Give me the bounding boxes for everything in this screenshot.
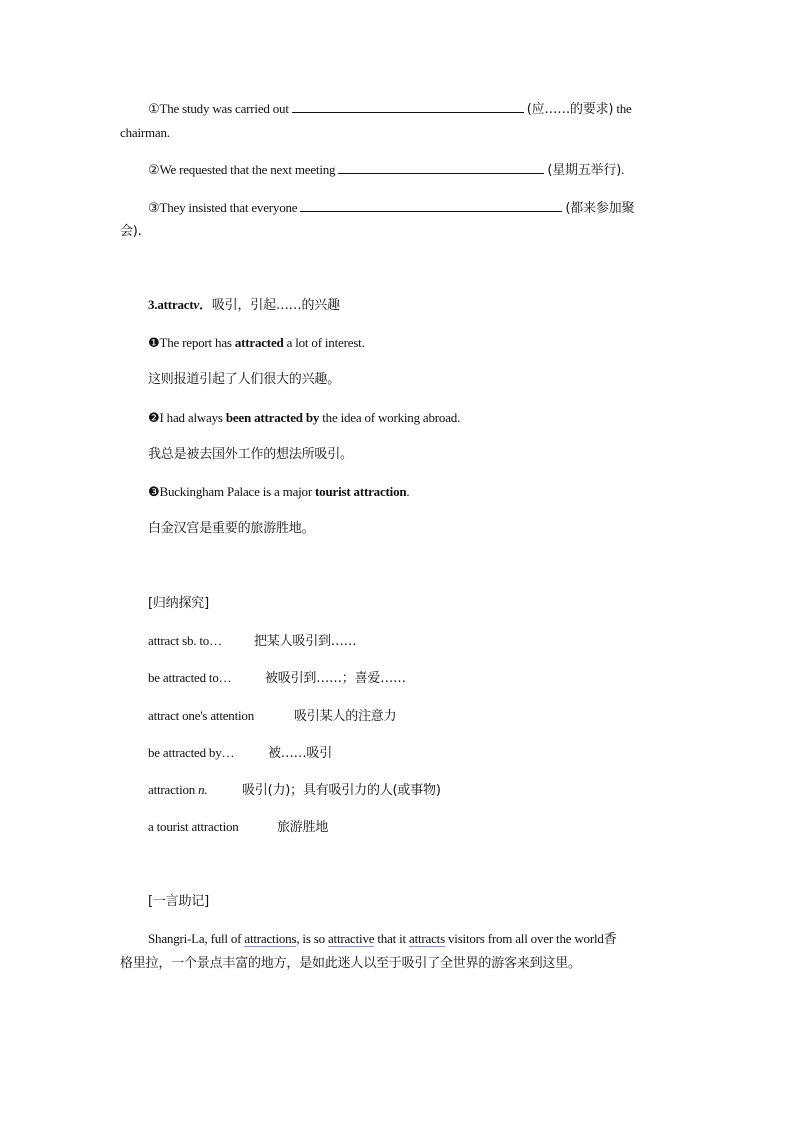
- exercise-2: ②We requested that the next meeting (星期五举行).: [148, 162, 625, 178]
- exercise-1-continuation: chairman.: [120, 125, 170, 140]
- phrase: a tourist attraction: [148, 819, 239, 834]
- exercise-2-hint: (星期五举行): [547, 163, 622, 178]
- phrase-meaning: 被……吸引: [268, 746, 333, 761]
- phrase-row: [148, 818, 328, 837]
- phrase: attract one's attention: [148, 708, 255, 723]
- memory-translation: 格里拉，一个景点丰富的地方，是如此迷人以至于吸引了全世界的游客来到这里。: [120, 956, 581, 971]
- example-2-zh: 我总是被去国外工作的想法所吸引。: [148, 447, 353, 462]
- exercise-3: [148, 199, 634, 218]
- example-1-en: ❶The report has attracted a lot of interest.: [148, 335, 365, 351]
- exercise-3-continuation: 会).: [120, 224, 142, 239]
- part-of-speech: v: [193, 297, 200, 312]
- memory-heading: [一言助记]: [148, 894, 209, 909]
- circle-number-icon: ❸: [148, 485, 160, 500]
- exercise-1: [148, 100, 632, 119]
- phrase-meaning: 吸引某人的注意力: [294, 709, 397, 724]
- phrase-row: [148, 707, 396, 726]
- phrase-meaning: 把某人吸引到……: [254, 634, 357, 649]
- memory-sentence: Shangri-La, full of attractions, is so attractive that it attracts visitors from all over the world香: [148, 931, 617, 947]
- exercise-1-text: ①The study was carried out: [148, 101, 289, 116]
- exercise-3-hint: (都来参加聚: [565, 201, 635, 216]
- phrase-row: [148, 632, 356, 651]
- exercise-1-hint: (应……的要求): [526, 102, 614, 117]
- phrase: attraction n.: [148, 782, 208, 797]
- answer-blank[interactable]: [338, 161, 544, 174]
- phrase: be attracted by…: [148, 745, 235, 760]
- exercise-2-text: ②We requested that the next meeting: [148, 162, 336, 177]
- circle-number-icon: ❶: [148, 336, 160, 351]
- answer-blank[interactable]: [300, 199, 562, 212]
- phrase-row: [148, 781, 441, 800]
- phrase: be attracted to…: [148, 670, 232, 685]
- phrase-meaning: 旅游胜地: [277, 820, 329, 835]
- phrase-meaning: 被吸引到……；喜爱……: [265, 671, 406, 686]
- summary-heading: [归纳探究]: [148, 596, 209, 611]
- example-2-en: ❷I had always been attracted by the idea of working abroad.: [148, 410, 461, 426]
- headword-meaning: 吸引，引起……的兴趣: [211, 298, 340, 313]
- answer-blank[interactable]: [292, 100, 524, 113]
- phrase-row: [148, 744, 332, 763]
- circle-number-icon: ❷: [148, 411, 160, 426]
- headword: 3.attract: [148, 297, 194, 312]
- phrase-meaning: 吸引(力)；具有吸引力的人(或事物): [242, 783, 441, 798]
- phrase: attract sb. to…: [148, 633, 222, 648]
- example-3-zh: 白金汉宫是重要的旅游胜地。: [148, 521, 315, 536]
- entry-heading: 3.attractv．吸引，引起……的兴趣: [148, 297, 340, 313]
- exercise-3-text: ③They insisted that everyone: [148, 200, 298, 215]
- exercise-1-after: the: [613, 101, 632, 116]
- phrase-row: [148, 669, 406, 688]
- example-3-en: ❸Buckingham Palace is a major tourist attraction.: [148, 484, 410, 500]
- example-1-zh: 这则报道引起了人们很大的兴趣。: [148, 372, 341, 387]
